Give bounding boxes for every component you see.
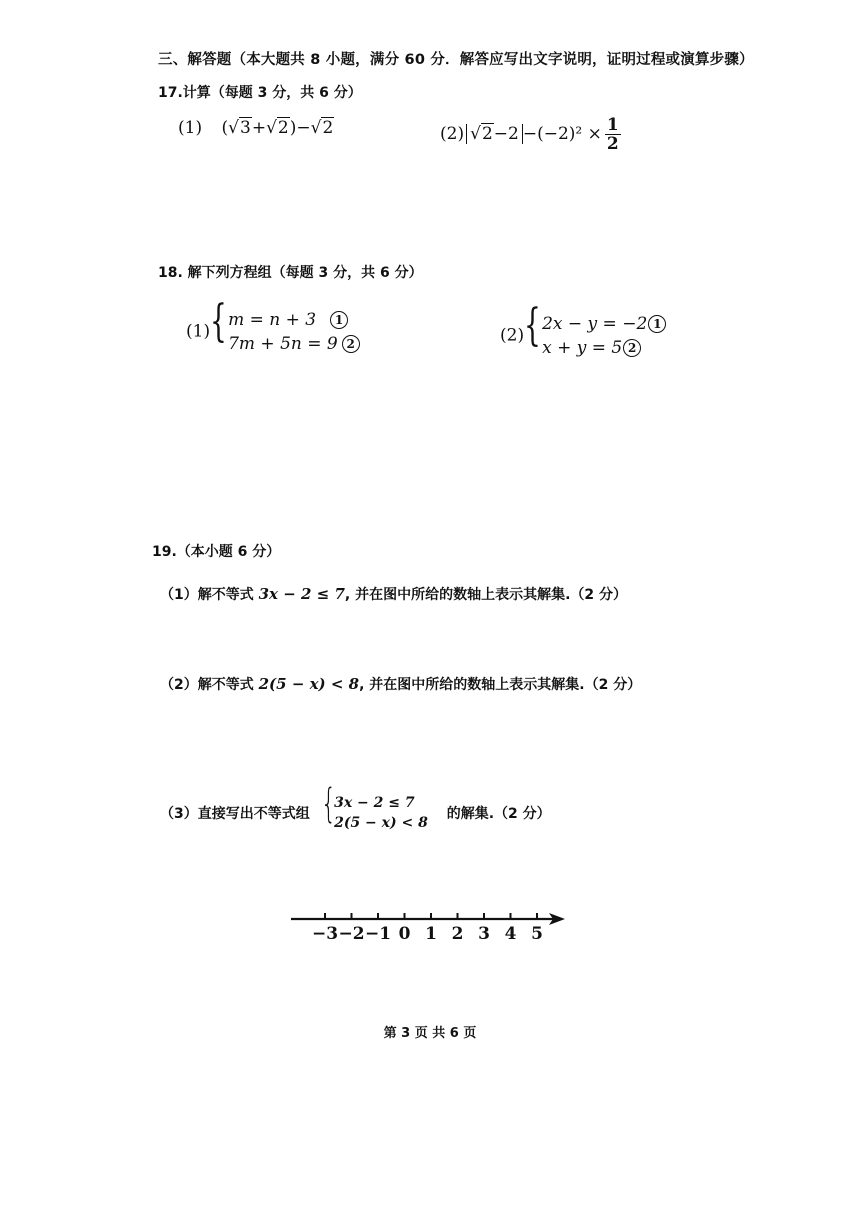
q17-part2-fraction: $\frac{1}{2}$	[606, 115, 619, 154]
q18-part1-eq2: 7m + 5n = 9 2	[228, 332, 360, 356]
q18-part2-label: (2)	[500, 325, 525, 346]
number-line-label: −2	[338, 924, 365, 944]
q18-part2-system	[542, 312, 666, 360]
number-line-label: 0	[398, 924, 411, 944]
q17-part1-sqrt2: √2	[266, 118, 289, 138]
q18-part1-system	[228, 308, 360, 356]
q19-part3-brace: {	[320, 781, 336, 827]
q17-part2	[440, 116, 621, 153]
q17-part1-sqrt3: √3	[228, 118, 251, 138]
q17-part2-label: (2)	[440, 124, 465, 144]
number-line-labels	[312, 924, 543, 944]
q17-part1-open: (	[221, 118, 229, 138]
number-line-label: 5	[531, 924, 543, 944]
page-number: 第 3 页 共 6 页	[383, 1026, 477, 1041]
section-title: 三、解答题（本大题共 8 小题，满分 60 分．解答应写出文字说明，证明过程或演算步骤）	[158, 52, 754, 68]
q18-part2	[500, 300, 666, 360]
q17-part1-label: (1)	[178, 118, 203, 138]
q17-part1	[178, 118, 334, 138]
q17-part1-plus: +	[251, 118, 267, 138]
number-line-label: −1	[364, 924, 392, 944]
circled-2: 2	[342, 335, 360, 353]
number-line-label: −3	[311, 924, 339, 944]
q19-part3-system: 3x − 2 ≤ 7 2(5 − x) < 8	[334, 795, 428, 831]
q17-part2-mid: −(−2)² ×	[522, 124, 602, 144]
number-line-label: 4	[504, 924, 517, 944]
number-line	[285, 905, 575, 950]
q17-part1-close: )−	[289, 118, 311, 138]
q18-part2-eq2: x + y = 5 2	[542, 336, 666, 360]
q19-part1-inequality: 3x − 2 ≤ 7	[258, 585, 345, 603]
q19-part1: （1）解不等式 3x − 2 ≤ 7, 并在图中所给的数轴上表示其解集.（2 分）	[160, 585, 628, 603]
q18-part1-label: (1)	[186, 321, 211, 342]
q18-part1-eq1: m = n + 3 1	[228, 308, 360, 332]
q19-part2: （2）解不等式 2(5 − x) < 8, 并在图中所给的数轴上表示其解集.（2 分）	[160, 675, 642, 693]
number-line-label: 1	[425, 924, 437, 944]
q17-header: 17.计算（每题 3 分，共 6 分）	[158, 85, 362, 101]
q19-part3: （3）直接写出不等式组 { 3x − 2 ≤ 7 2(5 − x) < 8 的解集.（2 分）	[160, 781, 551, 831]
number-line-label: 2	[451, 924, 464, 944]
q17-part1-sqrt2b: √2	[310, 118, 334, 138]
number-line-label: 3	[478, 924, 490, 944]
q19-header: 19.（本小题 6 分）	[152, 544, 281, 560]
q18-part1-brace: {	[210, 296, 227, 347]
q18-header: 18. 解下列方程组（每题 3 分，共 6 分）	[158, 265, 423, 281]
circled-1: 1	[648, 315, 666, 333]
q18-part1	[186, 296, 360, 356]
q18-part2-brace: {	[524, 300, 541, 351]
circled-2: 2	[623, 339, 641, 357]
q18-part2-eq1: 2x − y = −2 1	[542, 312, 666, 336]
q17-part2-abs: √2−2	[466, 124, 523, 144]
q19-part2-inequality: 2(5 − x) < 8	[258, 675, 360, 693]
circled-1: 1	[330, 311, 348, 329]
